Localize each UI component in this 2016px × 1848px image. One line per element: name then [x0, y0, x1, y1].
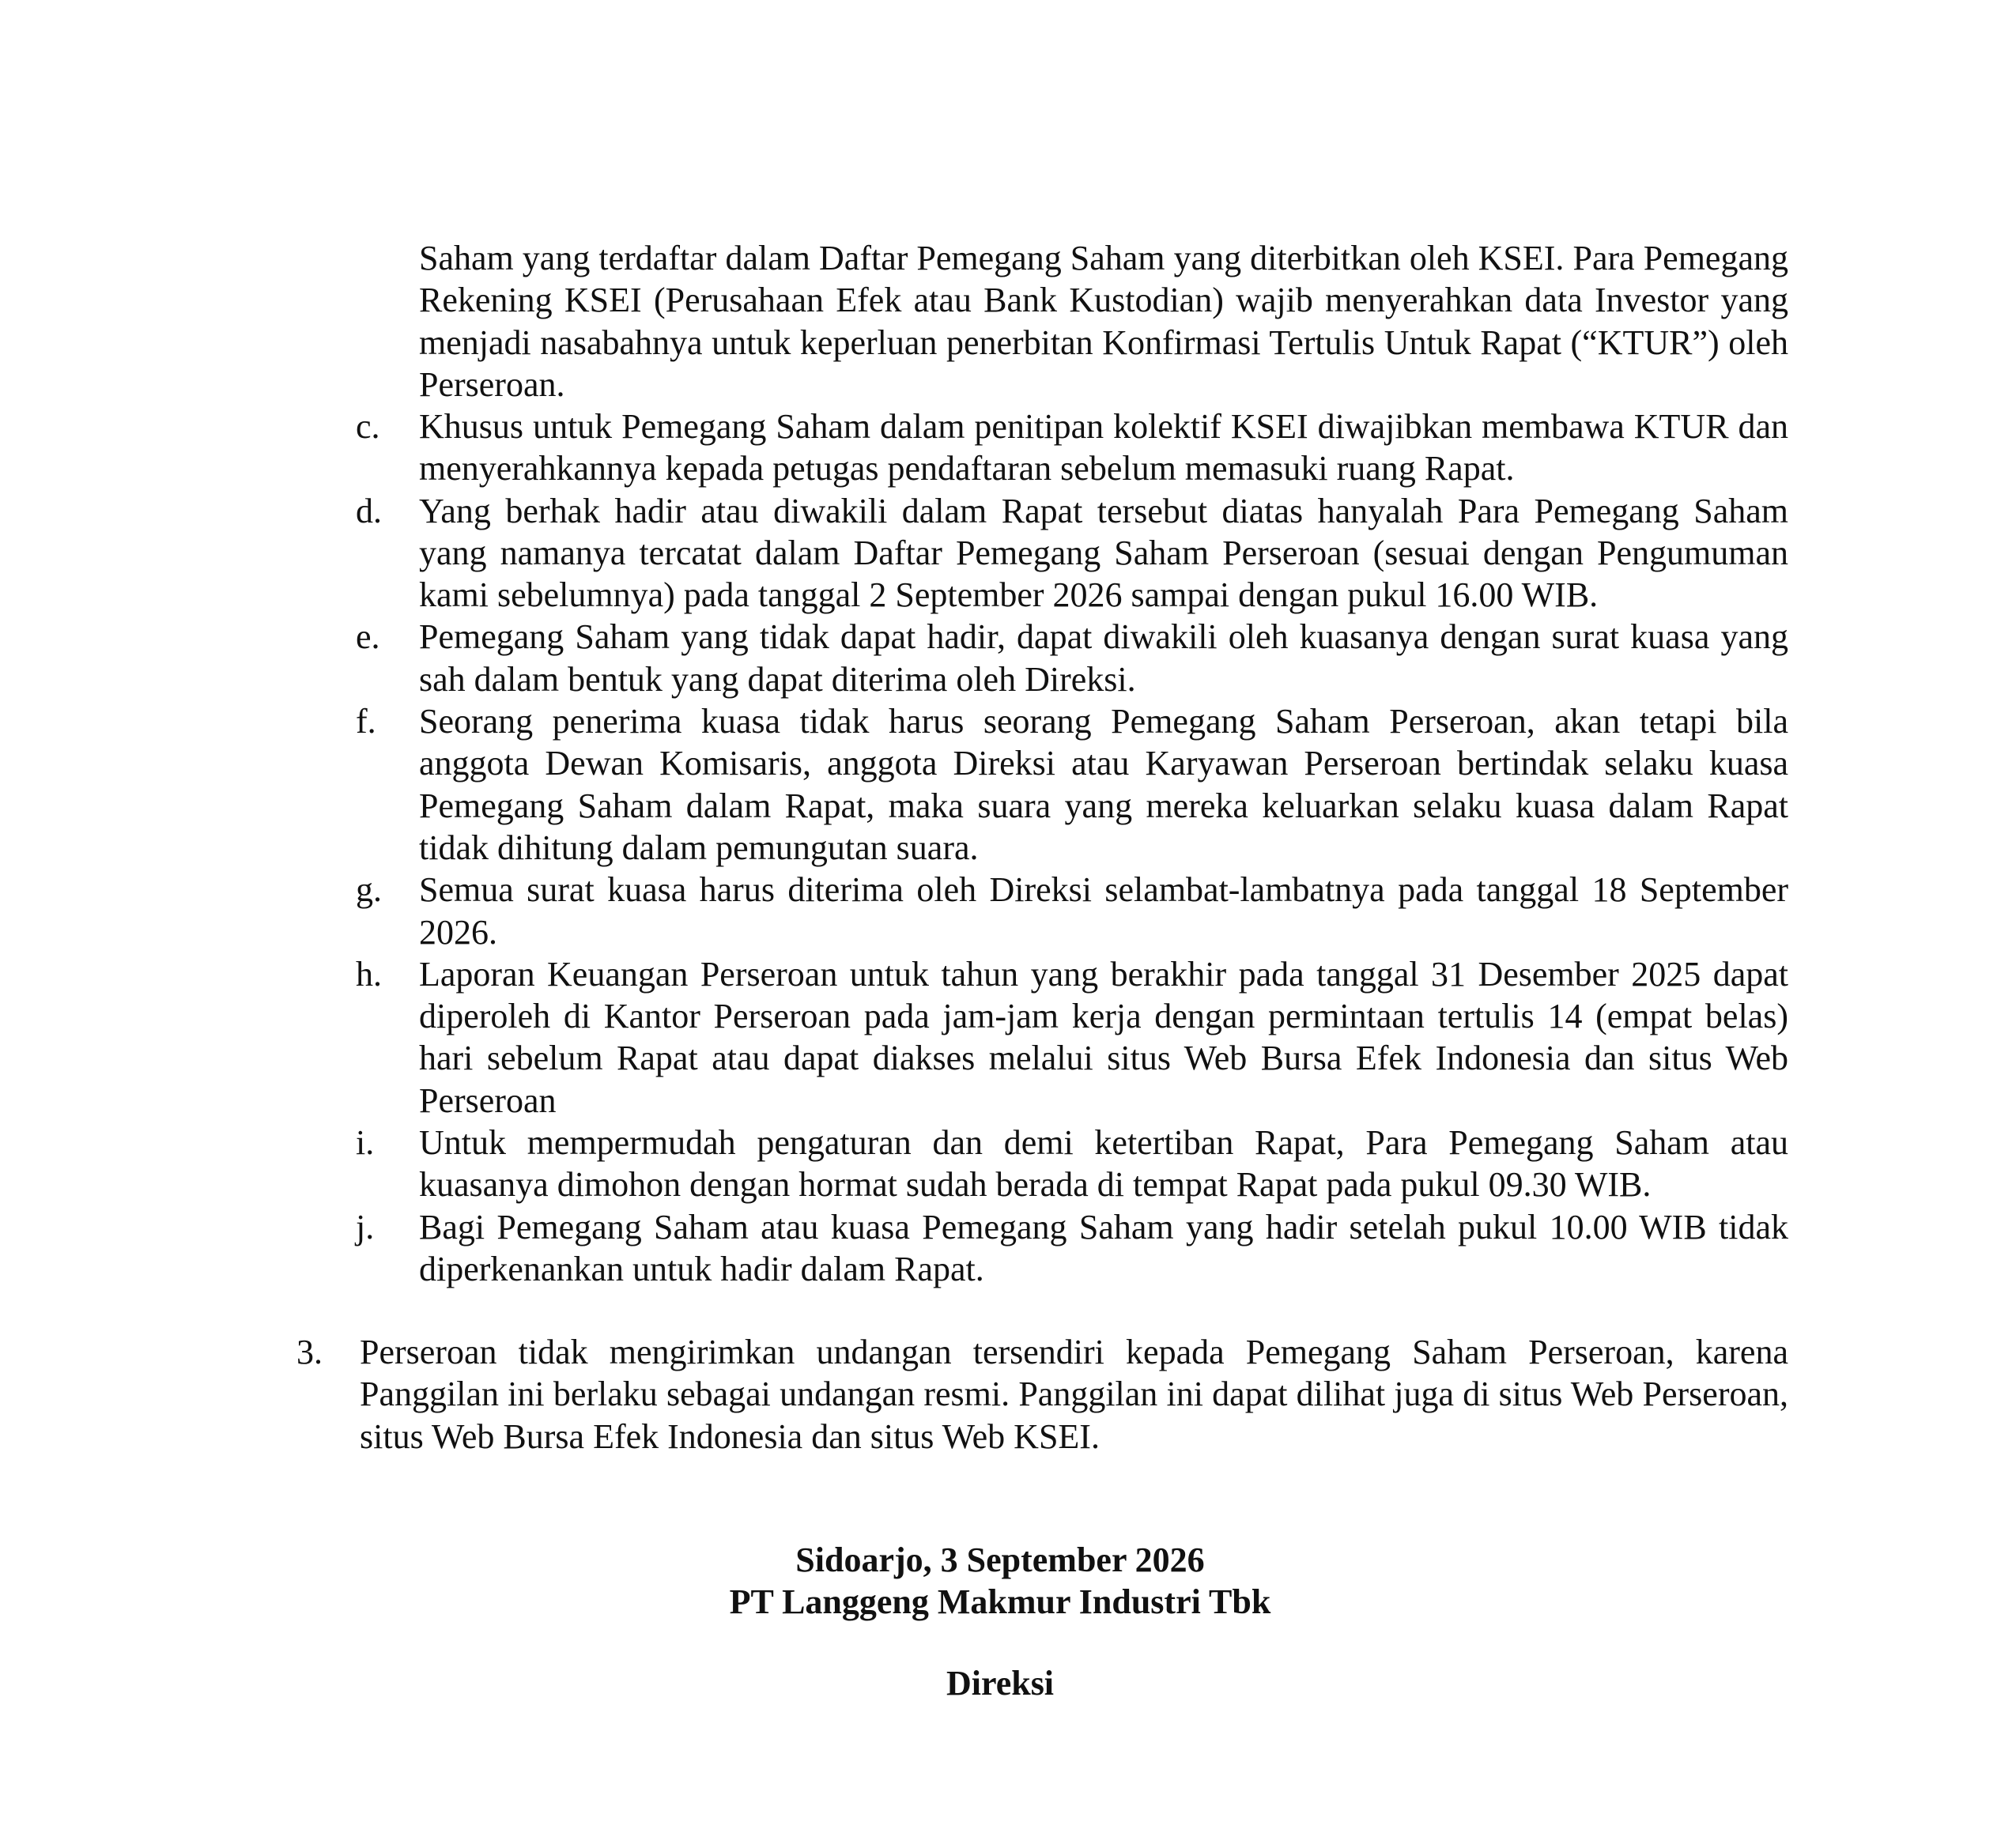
list-marker: i. [356, 1123, 375, 1163]
signature-board: Direksi [946, 1664, 1055, 1703]
list-item-text: Laporan Keuangan Perseroan untuk tahun yang berakhir pada tanggal 31 Desember 2025 dapat diperoleh di Kantor Perseroan pada jam-jam kerja dengan permintaan tertulis 14 (empat belas) hari sebelum Rapat atau dapat diakses melalui situs Web Bursa Efek Indonesia dan situs Web Perseroan [419, 954, 1788, 1120]
list-marker: j. [356, 1207, 375, 1246]
requirements-list [356, 405, 1788, 1290]
list-item [356, 953, 1788, 1122]
list-marker: h. [356, 954, 382, 994]
intro-paragraph: Saham yang terdaftar dalam Daftar Pemegang Saham yang diterbitkan oleh KSEI. Para Pemegang Rekening KSEI (Perusahaan Efek atau Bank Kustodian) wajib menyerahkan data Investor yang menjadi nasabahnya untuk keperluan penerbitan Konfirmasi Tertulis Untuk Rapat (“KTUR”) oleh Perseroan. [419, 239, 1788, 404]
numbered-marker: 3. [296, 1333, 323, 1371]
list-item-text: Semua surat kuasa harus diterima oleh Direksi selambat-lambatnya pada tanggal 18 September 2026. [419, 870, 1788, 952]
list-item-text: Seorang penerima kuasa tidak harus seorang Pemegang Saham Perseroan, akan tetapi bila anggota Dewan Komisaris, anggota Direksi atau Karyawan Perseroan bertindak selaku kuasa Pemegang Saham dalam Rapat, maka suara yang mereka keluarkan selaku kuasa dalam Rapat tidak dihitung dalam pemungutan suara. [419, 702, 1788, 867]
list-item [356, 490, 1788, 617]
list-item [356, 405, 1788, 490]
list-item [356, 1206, 1788, 1291]
list-marker: e. [356, 617, 380, 657]
list-item [356, 1122, 1788, 1206]
list-marker: c. [356, 407, 380, 446]
signature-company: PT Langgeng Makmur Industri Tbk [729, 1582, 1271, 1621]
signature-place-date: Sidoarjo, 3 September 2026 [795, 1541, 1205, 1579]
list-item [356, 616, 1788, 700]
list-marker: d. [356, 491, 382, 530]
list-marker: g. [356, 870, 382, 910]
list-item-text: Pemegang Saham yang tidak dapat hadir, dapat diwakili oleh kuasanya dengan surat kuasa yang sah dalam bentuk yang dapat diterima oleh Direksi. [419, 617, 1788, 699]
list-item-text: Bagi Pemegang Saham atau kuasa Pemegang Saham yang hadir setelah pukul 10.00 WIB tidak diperkenankan untuk hadir dalam Rapat. [419, 1207, 1788, 1288]
list-item [356, 869, 1788, 953]
list-marker: f. [356, 702, 376, 741]
numbered-item-text: Perseroan tidak mengirimkan undangan tersendiri kepada Pemegang Saham Perseroan, karena Panggilan ini berlaku sebagai undangan resmi. Panggilan ini dapat dilihat juga di situs Web Perseroan, situs Web Bursa Efek Indonesia dan situs Web KSEI. [360, 1333, 1788, 1456]
list-item-text: Khusus untuk Pemegang Saham dalam penitipan kolektif KSEI diwajibkan membawa KTUR dan menyerahkannya kepada petugas pendaftaran sebelum memasuki ruang Rapat. [419, 407, 1788, 488]
list-item-text: Yang berhak hadir atau diwakili dalam Rapat tersebut diatas hanyalah Para Pemegang Saham yang namanya tercatat dalam Daftar Pemegang Saham Perseroan (sesuai dengan Pengumuman kami sebelumnya) pada tanggal 2 September 2026 sampai dengan pukul 16.00 WIB. [419, 491, 1788, 615]
list-item-text: Untuk mempermudah pengaturan dan demi ketertiban Rapat, Para Pemegang Saham atau kuasanya dimohon dengan hormat sudah berada di tempat Rapat pada pukul 09.30 WIB. [419, 1123, 1788, 1205]
list-item [356, 700, 1788, 869]
numbered-item-3 [296, 1331, 1788, 1458]
